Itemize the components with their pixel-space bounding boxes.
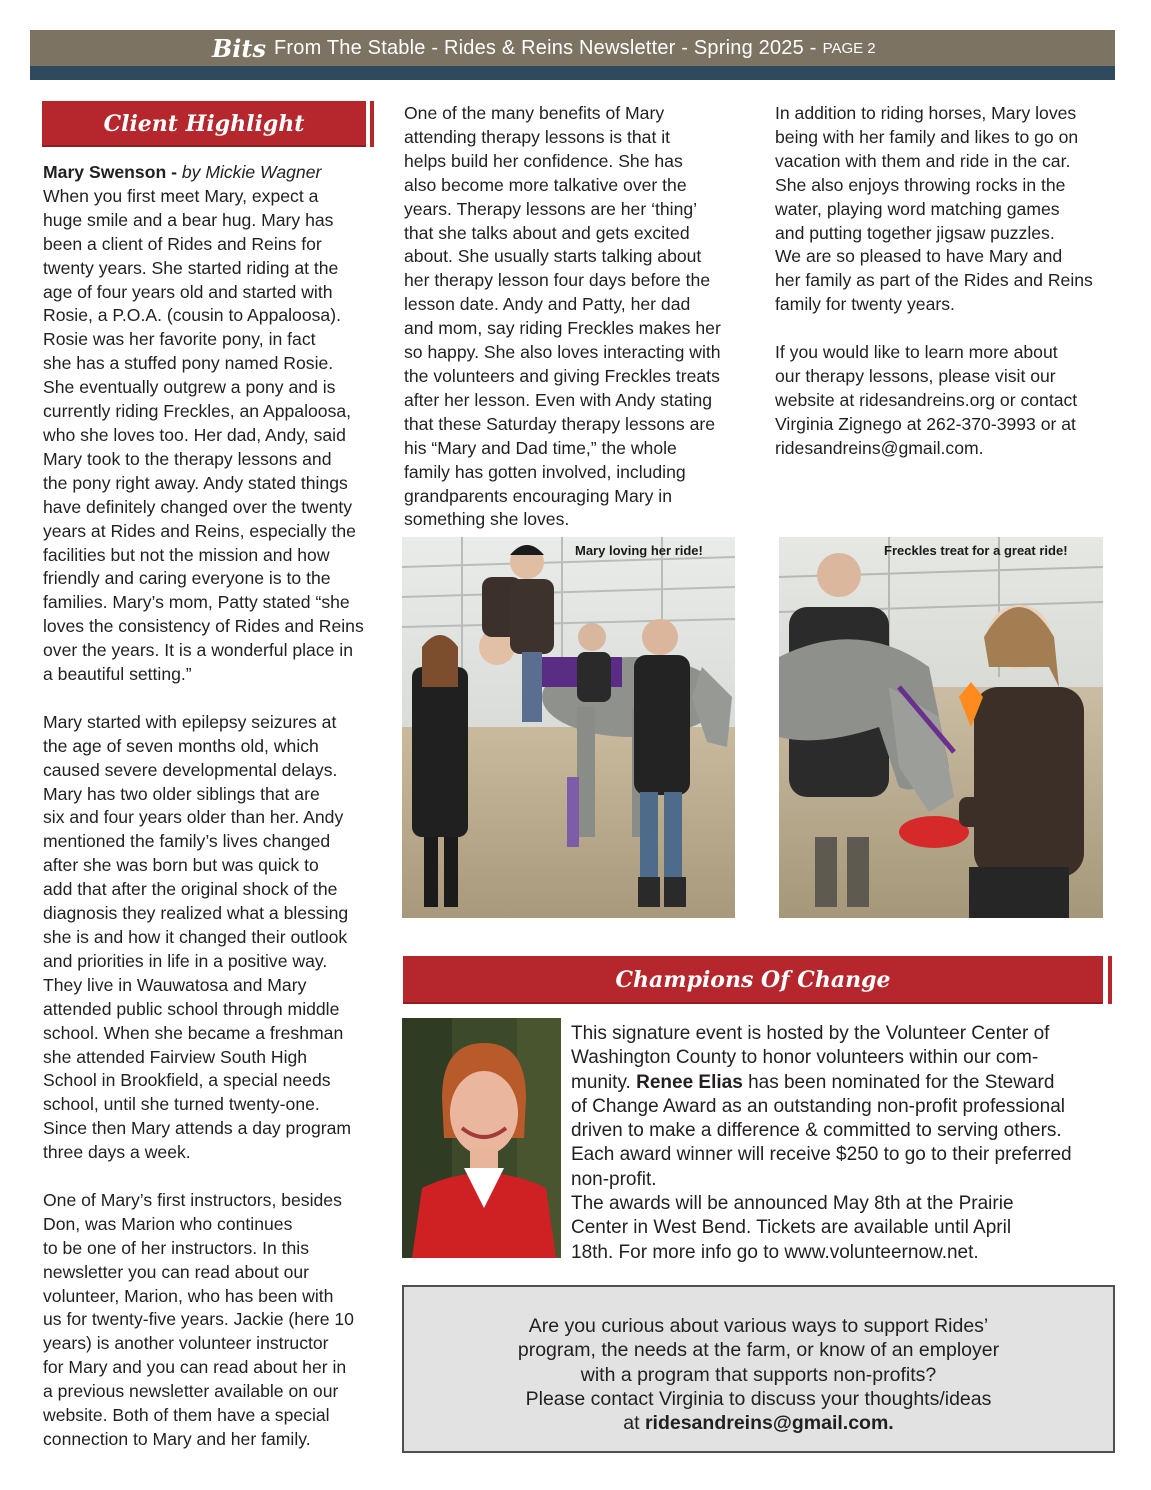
article-line: twenty years. She started riding at the bbox=[43, 257, 339, 278]
champions-line: of Change Award as an outstanding non-profit professional bbox=[571, 1095, 1065, 1117]
article-line: and putting together jigsaw puzzles. bbox=[775, 222, 1055, 243]
photo-freckles-treat bbox=[779, 537, 1103, 918]
header-stripe bbox=[30, 66, 1115, 80]
banner-cap bbox=[1108, 956, 1112, 1004]
article-paragraph-4 bbox=[404, 102, 744, 532]
article-line: she attended Fairview South High bbox=[43, 1046, 308, 1067]
article-line: mentioned the family’s lives changed bbox=[43, 831, 331, 852]
article-line: Rosie was her favorite pony, in fact bbox=[43, 329, 316, 350]
champions-banner bbox=[403, 956, 1103, 1004]
article-line: friendly and caring everyone is to the bbox=[43, 568, 331, 589]
article-line: who she loves too. Her dad, Andy, said bbox=[43, 424, 346, 445]
client-highlight-heading: Client Highlight bbox=[103, 111, 305, 137]
article-line: his “Mary and Dad time,” the whole bbox=[404, 437, 677, 458]
callout-line: Are you curious about various ways to support Rides’ bbox=[528, 1315, 989, 1337]
article-paragraph-3 bbox=[43, 1189, 383, 1452]
article-line: our therapy lessons, please visit our bbox=[775, 365, 1056, 386]
article-line: If you would like to learn more about bbox=[775, 342, 1058, 363]
photo-caption-2: Freckles treat for a great ride! bbox=[884, 543, 1068, 558]
champions-line-part: has been nominated for the Steward bbox=[748, 1071, 1055, 1093]
article-line: being with her family and likes to go on bbox=[775, 126, 1079, 147]
support-callout-box bbox=[402, 1285, 1115, 1453]
article-line: Rosie, a P.O.A. (cousin to Appaloosa). bbox=[43, 305, 341, 326]
article-line: When you first meet Mary, expect a bbox=[43, 185, 319, 206]
article-paragraph-6 bbox=[775, 341, 1115, 461]
article-line: something she loves. bbox=[404, 509, 570, 530]
contact-email-link[interactable]: ridesandreins@gmail.com. bbox=[644, 1412, 894, 1435]
article-line: have definitely changed over the twenty bbox=[43, 496, 353, 517]
article-line: helps build her confidence. She has bbox=[404, 150, 683, 171]
article-line: been a client of Rides and Reins for bbox=[43, 233, 322, 254]
article-line: family has gotten involved, including bbox=[404, 461, 686, 482]
article-line: In addition to riding horses, Mary loves bbox=[775, 103, 1077, 123]
article-line: ridesandreins@gmail.com. bbox=[775, 437, 984, 458]
article-line: us for twenty-five years. Jackie (here 10 bbox=[43, 1309, 354, 1330]
photo-renee-elias bbox=[402, 1018, 561, 1258]
champions-line: driven to make a difference & committed to serving others. bbox=[571, 1120, 1062, 1142]
photo-freckles-treat-image bbox=[779, 537, 1103, 918]
article-line: newsletter you can read about our bbox=[43, 1261, 310, 1282]
header-bits-logo: Bits bbox=[212, 33, 266, 63]
article-line: family for twenty years. bbox=[775, 294, 955, 315]
callout-line: with a program that supports non-profits? bbox=[580, 1363, 937, 1386]
article-column-2 bbox=[404, 102, 744, 532]
article-line: over the years. It is a wonderful place in bbox=[43, 640, 354, 661]
article-line: age of four years old and started with bbox=[43, 281, 333, 302]
article-line: years) is another volunteer instructor bbox=[43, 1333, 329, 1354]
article-line: families. Mary’s mom, Patty stated “she bbox=[43, 592, 350, 613]
champions-line: Center in West Bend. Tickets are available until April bbox=[571, 1217, 1012, 1239]
article-line: the age of seven months old, which bbox=[43, 735, 319, 756]
photo-renee-elias-image bbox=[402, 1018, 561, 1258]
client-highlight-banner bbox=[42, 101, 366, 147]
article-line: that these Saturday therapy lessons are bbox=[404, 413, 716, 434]
article-line: currently riding Freckles, an Appaloosa, bbox=[43, 401, 352, 422]
article-line: lesson date. Andy and Patty, her dad bbox=[404, 294, 691, 315]
article-line: that she talks about and gets excited bbox=[404, 222, 690, 243]
article-line: and priorities in life in a positive way. bbox=[43, 950, 328, 971]
newsletter-header bbox=[30, 30, 1115, 66]
byline bbox=[43, 161, 383, 185]
article-line: Mary took to the therapy lessons and bbox=[43, 448, 332, 469]
article-line: school, until she turned twenty-one. bbox=[43, 1094, 320, 1115]
article-line: to be one of her instructors. In this bbox=[43, 1237, 310, 1258]
champions-line: This signature event is hosted by the Volunteer Center of bbox=[571, 1023, 1050, 1044]
article-line: We are so pleased to have Mary and bbox=[775, 246, 1063, 267]
article-line: about. She usually starts talking about bbox=[404, 246, 702, 267]
article-line: years. Therapy lessons are her ‘thing’ bbox=[404, 198, 698, 219]
article-line: a previous newsletter available on our bbox=[43, 1381, 339, 1402]
article-line: She also enjoys throwing rocks in the bbox=[775, 174, 1066, 195]
banner-cap bbox=[370, 101, 374, 147]
photo-caption-1: Mary loving her ride! bbox=[575, 543, 703, 558]
article-line: her family as part of the Rides and Reins bbox=[775, 270, 1093, 291]
article-line: also become more talkative over the bbox=[404, 174, 687, 195]
article-line: so happy. She also loves interacting with bbox=[404, 342, 721, 363]
article-line: They live in Wauwatosa and Mary bbox=[43, 974, 307, 995]
article-line: She eventually outgrew a pony and is bbox=[43, 377, 336, 398]
champions-line: non-profit. bbox=[571, 1168, 657, 1190]
photo-mary-riding-image bbox=[402, 537, 735, 918]
article-line: School in Brookfield, a special needs bbox=[43, 1070, 331, 1091]
nominee-name: Renee Elias bbox=[636, 1071, 743, 1093]
byline-name: Mary Swenson - bbox=[43, 162, 177, 182]
article-line: she has a stuffed pony named Rosie. bbox=[43, 353, 334, 374]
article-line: Mary started with epilepsy seizures at bbox=[43, 711, 337, 732]
article-line: huge smile and a bear hug. Mary has bbox=[43, 209, 334, 230]
article-line: attended public school through middle bbox=[43, 998, 340, 1019]
page-number: PAGE 2 bbox=[822, 39, 876, 57]
callout-line: Please contact Virginia to discuss your thoughts/ideas bbox=[525, 1387, 992, 1410]
article-line: three days a week. bbox=[43, 1142, 191, 1163]
article-line: for Mary and you can read about her in bbox=[43, 1357, 347, 1378]
article-line: facilities but not the mission and how bbox=[43, 544, 330, 565]
article-line: six and four years older than her. Andy bbox=[43, 807, 344, 828]
article-line: add that after the original shock of the bbox=[43, 879, 338, 900]
article-line: One of Mary’s first instructors, besides bbox=[43, 1189, 342, 1210]
article-line: Mary has two older siblings that are bbox=[43, 783, 320, 804]
article-line: the pony right away. Andy stated things bbox=[43, 472, 348, 493]
article-line: school. When she became a freshman bbox=[43, 1022, 344, 1043]
article-line: connection to Mary and her family. bbox=[43, 1429, 311, 1449]
callout-line-part: at bbox=[623, 1412, 640, 1435]
champions-line: Each award winner will receive $250 to go to their preferred bbox=[571, 1144, 1072, 1166]
article-line: grandparents encouraging Mary in bbox=[404, 485, 672, 506]
callout-line bbox=[404, 1411, 1113, 1435]
article-line: her therapy lesson four days before the bbox=[404, 270, 711, 291]
article-line: volunteer, Marion, who has been with bbox=[43, 1285, 334, 1306]
byline-author: by Mickie Wagner bbox=[181, 162, 322, 182]
article-column-1 bbox=[43, 161, 383, 1452]
article-line: attending therapy lessons is that it bbox=[404, 126, 671, 147]
article-line: website at ridesandreins.org or contact bbox=[775, 389, 1078, 410]
photo-mary-riding bbox=[402, 537, 735, 918]
champions-line bbox=[571, 1071, 1111, 1095]
article-line: water, playing word matching games bbox=[775, 198, 1060, 219]
article-line: the volunteers and giving Freckles treats bbox=[404, 365, 720, 386]
article-line: One of the many benefits of Mary bbox=[404, 103, 665, 123]
article-line: after she was born but was quick to bbox=[43, 855, 319, 876]
champions-line: 18th. For more info go to www.volunteernow.net. bbox=[571, 1241, 979, 1263]
champions-text bbox=[571, 1022, 1111, 1265]
article-line: loves the consistency of Rides and Reins bbox=[43, 616, 364, 637]
article-line: diagnosis they realized what a blessing bbox=[43, 903, 349, 924]
article-paragraph-2 bbox=[43, 711, 383, 1165]
champions-line-part: munity. bbox=[571, 1071, 631, 1093]
champions-line: Washington County to honor volunteers within our com- bbox=[571, 1047, 1039, 1069]
article-line: a beautiful setting.” bbox=[43, 664, 192, 685]
champions-heading: Champions Of Change bbox=[615, 967, 891, 993]
article-line: website. Both of them have a special bbox=[43, 1405, 330, 1426]
article-line: Virginia Zignego at 262-370-3993 or at bbox=[775, 413, 1076, 434]
header-title: From The Stable - Rides & Reins Newsletter - Spring 2025 - bbox=[274, 36, 817, 59]
article-line: Since then Mary attends a day program bbox=[43, 1118, 352, 1139]
article-line: after her lesson. Even with Andy stating bbox=[404, 389, 713, 410]
champions-line: The awards will be announced May 8th at the Prairie bbox=[571, 1193, 1014, 1215]
article-line: and mom, say riding Freckles makes her bbox=[404, 318, 721, 339]
article-column-3 bbox=[775, 102, 1115, 461]
article-paragraph-5 bbox=[775, 102, 1115, 317]
article-line: years at Rides and Reins, especially the bbox=[43, 520, 356, 541]
callout-line: program, the needs at the farm, or know of an employer bbox=[517, 1339, 1000, 1362]
article-line: she is and how it changed their outlook bbox=[43, 926, 348, 947]
article-line: caused severe developmental delays. bbox=[43, 759, 338, 780]
article-paragraph-1 bbox=[43, 185, 383, 687]
article-line: vacation with them and ride in the car. bbox=[775, 150, 1071, 171]
article-line: Don, was Marion who continues bbox=[43, 1213, 293, 1234]
